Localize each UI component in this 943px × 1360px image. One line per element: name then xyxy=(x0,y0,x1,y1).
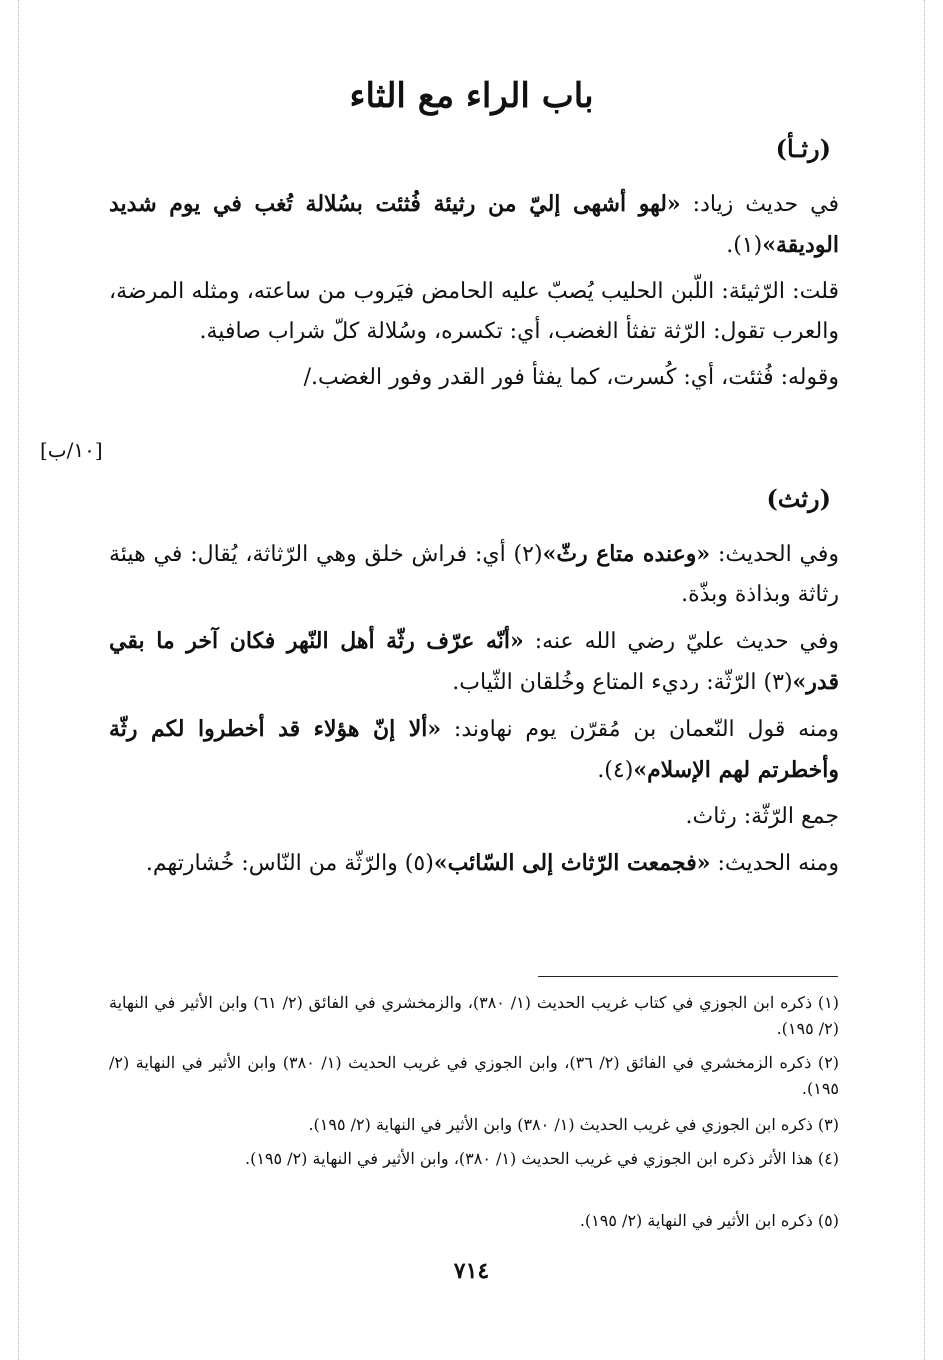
chapter-title: باب الراء مع الثاء xyxy=(349,76,594,116)
paragraph: جمع الرّثّة: رثاث. xyxy=(685,804,839,829)
paragraph: ومنه قول النّعمان بن مُقرّن يوم نهاوند: «ألا إنّ هؤلاء قد أخطروا لكم رثّة وأخطرتم لهم الإسلام»(٤). xyxy=(109,716,839,783)
paragraph: ومنه الحديث: «فجمعت الرّثاث إلى السّائب»(٥) والرّثّة من النّاس: خُشارتهم. xyxy=(145,850,839,876)
paragraph: وفي الحديث: «وعنده متاع رثّ»(٢) أي: فراش خلق وهي الرّثاثة، يُقال: في هيئة رثاثة وبذاذة وبذّة. xyxy=(109,541,839,607)
section-heading-rathath: (رثث) xyxy=(766,484,831,513)
footnote-4: (٤) هذا الأثر ذكره ابن الجوزي في غريب الحديث (١/ ٣٨٠)، وابن الأثير في النهاية (٢/ ١٩٥). xyxy=(244,1149,839,1168)
scan-margin-dots-left xyxy=(18,0,19,1360)
paragraph: قلت: الرّثيئة: اللّبن الحليب يُصبّ عليه الحامض فيَروب من ساعته، ومثله المرضة، والعرب تقول: الرّثة تفثأ الغضب، أي: تكسره، وسُلالة كلّ شراب صافية. xyxy=(109,279,839,344)
footnote-3: (٣) ذكره ابن الجوزي في غريب الحديث (١/ ٣٨٠) وابن الأثير في النهاية (٢/ ١٩٥). xyxy=(308,1115,839,1134)
section-ratha-body xyxy=(109,184,839,398)
paragraph: في حديث زياد: «لهو أشهى إليّ من رثيئة فُثئت بسُلالة تُغب في يوم شديد الوديقة»(١). xyxy=(109,191,839,258)
footnote-2: (٢) ذكره الزمخشري في الفائق (٢/ ٣٦)، وابن الجوزي في غريب الحديث (١/ ٣٨٠) وابن الأثير في النهاية (٢/ ١٩٥). xyxy=(109,1053,840,1098)
page-number: ٧١٤ xyxy=(453,1258,490,1284)
paragraph: وفي حديث عليّ رضي الله عنه: «أنّه عرّف رثّة أهل النّهر فكان آخر ما بقي قدر»(٣) الرّثّة: رديء المتاع وخُلقان الثّياب. xyxy=(109,628,839,695)
section-heading-ratha: (رثـأ) xyxy=(775,134,831,163)
footnote-5: (٥) ذكره ابن الأثير في النهاية (٢/ ١٩٥). xyxy=(579,1211,839,1230)
scan-margin-dots-right xyxy=(924,0,925,1360)
footnote-separator xyxy=(538,976,838,977)
footnote-1: (١) ذكره ابن الجوزي في كتاب غريب الحديث (١/ ٣٨٠)، والزمخشري في الفائق (٢/ ٦١) وابن الأثير في النهاية (٢/ ١٩٥). xyxy=(109,993,840,1038)
paragraph: وقوله: فُثئت، أي: كُسرت، كما يفثأ فور القدر وفور الغضب./ xyxy=(303,365,839,390)
section-rathath-body xyxy=(109,534,839,884)
manuscript-folio-marker: [١٠/ب] xyxy=(40,438,103,462)
